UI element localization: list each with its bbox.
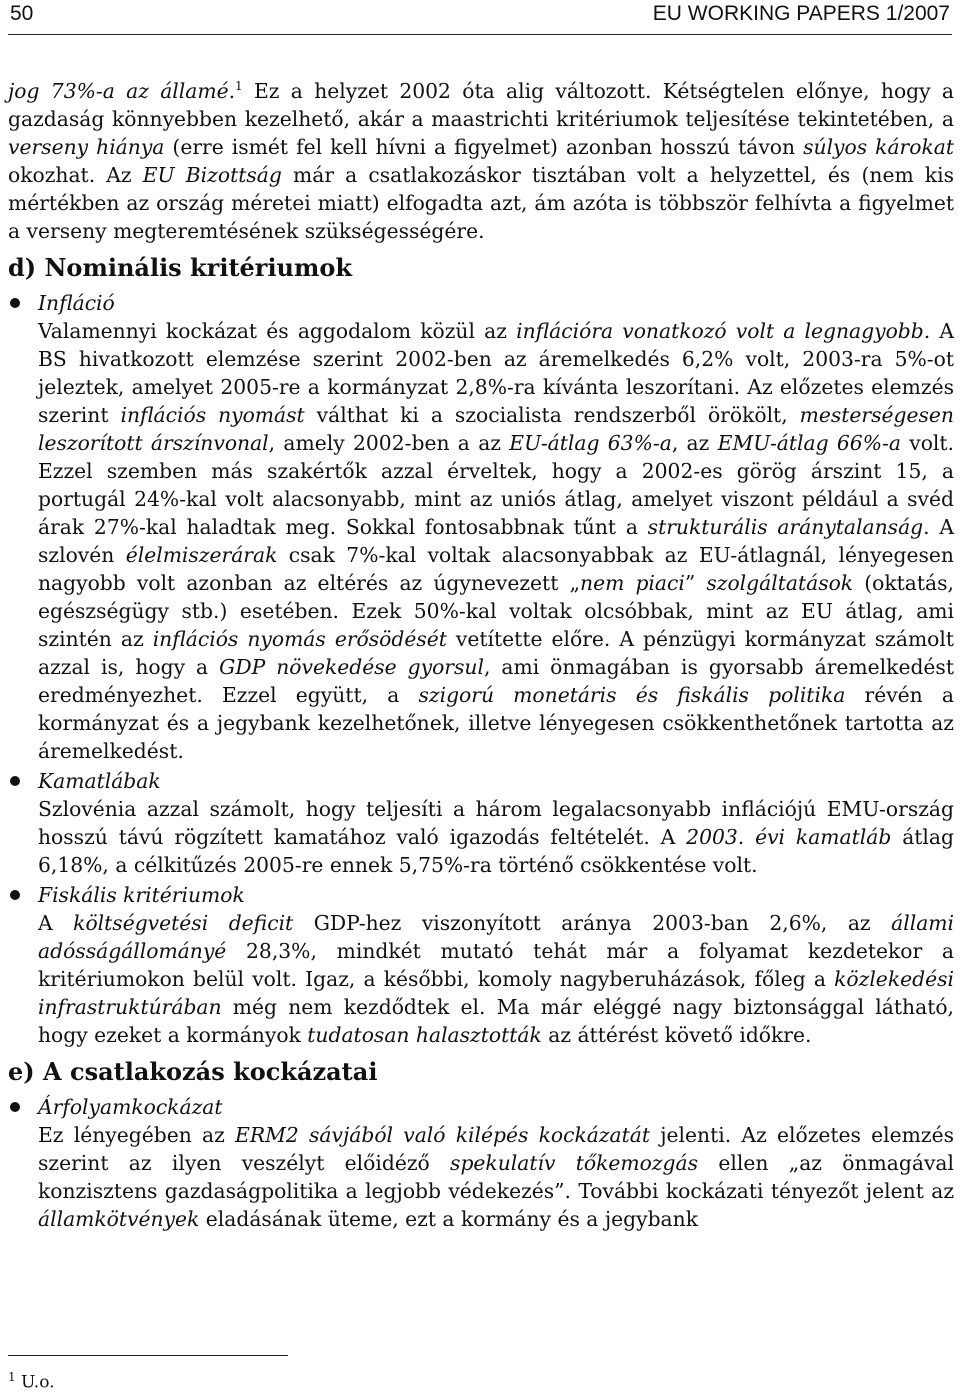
footnote-number: 1 <box>8 1370 16 1384</box>
bullet-icon <box>10 1102 20 1112</box>
bullet-title: Árfolyamkockázat <box>38 1094 223 1119</box>
footnote <box>8 1370 55 1393</box>
fiscal-paragraph: A költségvetési deficit GDP-hez viszonyított aránya 2003-ban 2,6%, az állami adósságállományé 28,3%, mindkét mutató tehát már a folyamat kezdetekor a kritériumokon belül volt. Igaz, a későbbi, komoly nagyberuházások, főleg a közlekedési infrastruktúrában még nem kezdődtek el. Ma már eléggé nagy biztonsággal látható, hogy ezeket a kormányok tudatosan halasztották az áttérést követő időkre. <box>38 910 954 1047</box>
inflation-paragraph: Valamennyi kockázat és aggodalom közül az inflációra vonatkozó volt a legnagyobb. A BS hivatkozott elemzése szerint 2002-ben az áremelkedés 6,2% volt, 2003-ra 5%-ot jeleztek, amelyet 2005-re a kormányzat 2,8%-ra kívánta leszorítani. Az előzetes elemzés szerint inflációs nyomást válthat ki a szocialista rendszerből örökölt, mesterségesen leszorított árszínvonal, amely 2002-ben a az EU-átlag 63%-a, az EMU-átlag 66%-a volt. Ezzel szemben más szakértők azzal érveltek, hogy a 2002-es görög árszint 15, a portugál 24%-kal volt alacsonyabb, mint az uniós átlag, amelyet viszont például a svéd árak 27%-kal haladtak meg. Sokkal fontosabbnak tűnt a strukturális aránytalanság. A szlovén élelmiszerárak csak 7%-kal voltak alacsonyabbak az EU-átlagnál, lényegesen nagyobb volt azonban az eltérés az úgynevezett „nem piaci” szolgáltatások (oktatás, egészségügy stb.) esetében. Ezek 50%-kal voltak olcsóbbak, mint az EU átlag, ami szintén az inflációs nyomás erősödését vetítette előre. A pénzügyi kormányzat számolt azzal is, hogy a GDP növekedése gyorsul, ami önmagában is gyorsabb áremelkedést eredményezhet. Ezzel együtt, a szigorú monetáris és fiskális politika révén a kormányzat és a jegybank kezelhetőnek, illetve lényegesen csökkenthetőnek tartotta az áremelkedést. <box>38 318 955 763</box>
bullet-icon <box>10 890 20 900</box>
section-e-heading: e) A csatlakozás kockázatai <box>8 1056 378 1086</box>
footnote-divider <box>8 1355 288 1356</box>
bullet-interest <box>8 767 954 879</box>
running-header <box>8 0 952 35</box>
bullet-inflation <box>8 289 954 765</box>
bullet-icon <box>10 298 20 308</box>
intro-paragraph: jog 73%-a az államé.$^1$ Ez a helyzet 2002 óta alig változott. Kétségtelen előnye, hogy a gazdaság könnyebben kezelhető, akár a maastrichti kritériumok teljesítése tekintetében, a verseny hiánya (erre ismét fel kell hívni a figyelmet) azonban hosszú távon súlyos károkat okozhat. Az EU Bizottság már a csatlakozáskor tisztában volt a helyzettel, és (nem kis mértékben az ország méretei miatt) elfogadta azt, ám azóta is többször felhívta a figyelmet a verseny megteremtésének szükségességére. <box>8 78 954 243</box>
bullet-icon <box>10 776 20 786</box>
exchange-paragraph: Ez lényegében az ERM2 sávjából való kilépés kockázatát jelenti. Az előzetes elemzés szerint az ilyen veszélyt előidéző spekulatív tőkemozgás ellen „az önmagával konzisztens gazdaságpolitika a legjobb védekezés”. További kockázati tényezőt jelent az államkötvények eladásának üteme, ezt a kormány és a jegybank <box>38 1122 954 1231</box>
section-d-heading: d) Nominális kritériumok <box>8 252 353 282</box>
page-number: 50 <box>10 2 34 25</box>
footnote-marker[interactable]: 1 <box>235 79 243 93</box>
main-text <box>8 72 954 1233</box>
bullet-title: Infláció <box>38 290 115 315</box>
bullet-fiscal <box>8 881 954 1049</box>
bullet-title: Fiskális kritériumok <box>38 882 245 907</box>
bullet-title: Kamatlábak <box>38 768 161 793</box>
running-title: EU WORKING PAPERS 1/2007 <box>652 2 950 25</box>
interest-paragraph: Szlovénia azzal számolt, hogy teljesíti a három legalacsonyabb inflációjú EMU-ország hosszú távú rögzített kamatához való igazodás feltételét. A 2003. évi kamatláb átlag 6,18%, a célkitűzés 2005-re ennek 5,75%-ra történő csökkentése volt. <box>38 796 954 877</box>
footnote-text: U.o. <box>15 1372 55 1393</box>
bullet-exchange <box>8 1093 954 1233</box>
